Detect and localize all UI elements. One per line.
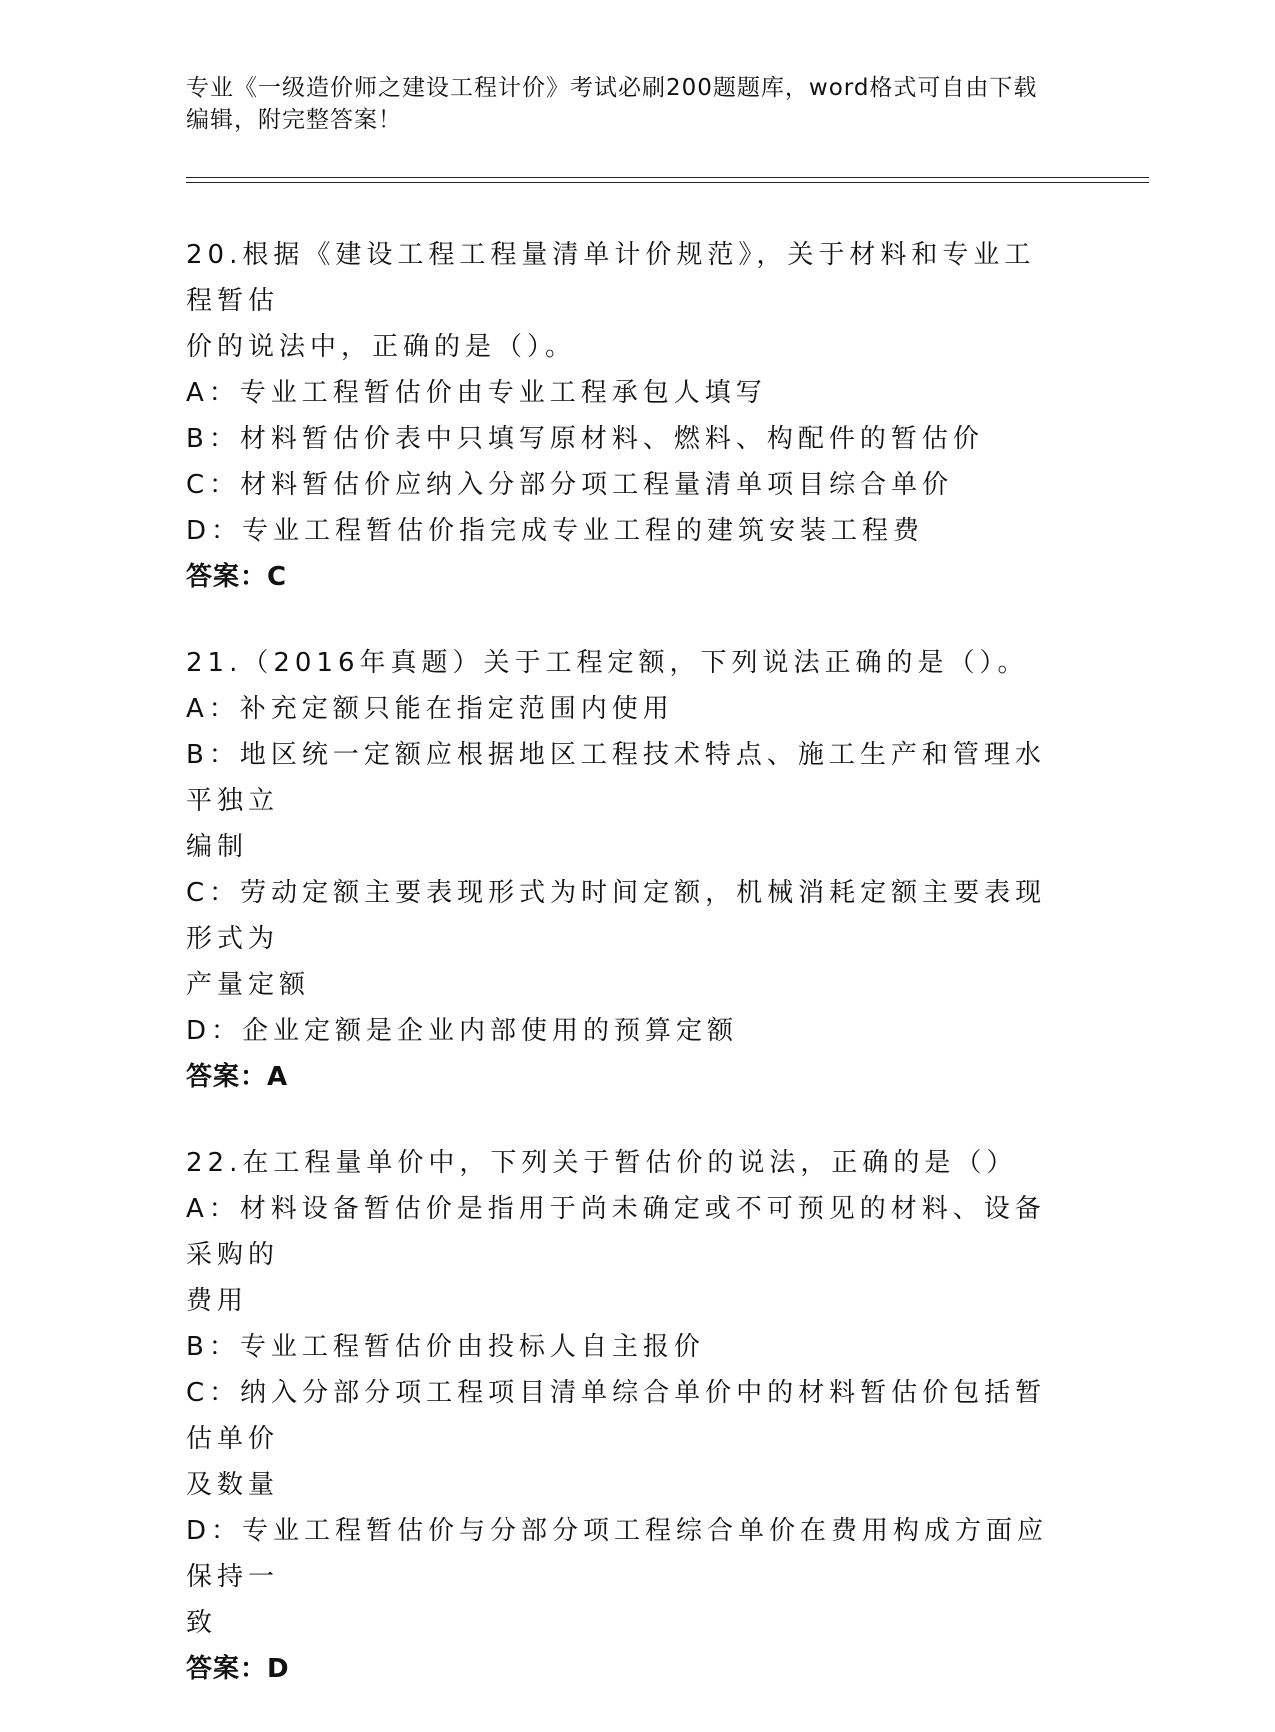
option-d: D：专业工程暂估价与分部分项工程综合单价在费用构成方面应保持一: [186, 1516, 1049, 1592]
option-a: A：材料设备暂估价是指用于尚未确定或不可预见的材料、设备采购的: [186, 1194, 1046, 1270]
answer-label: 答案：A: [186, 1062, 289, 1092]
question-stem: 价的说法中，正确的是（）。: [186, 332, 577, 362]
option-c-continued: 及数量: [186, 1470, 280, 1500]
question-stem: 20.根据《建设工程工程量清单计价规范》，关于材料和专业工程暂估: [186, 240, 1036, 316]
option-a: A：专业工程暂估价由专业工程承包人填写: [186, 378, 767, 408]
option-d: D：企业定额是企业内部使用的预算定额: [186, 1016, 739, 1046]
option-b: B：地区统一定额应根据地区工程技术特点、施工生产和管理水平独立: [186, 740, 1046, 816]
answer-label: 答案：D: [186, 1654, 290, 1684]
option-a: A：补充定额只能在指定范围内使用: [186, 694, 674, 724]
question-20: [186, 232, 1066, 600]
option-d: D：专业工程暂估价指完成专业工程的建筑安装工程费: [186, 516, 925, 546]
header-divider-top: [186, 177, 1149, 178]
header-divider-bottom: [186, 182, 1149, 183]
question-list: [186, 232, 1066, 1732]
option-a-continued: 费用: [186, 1286, 249, 1316]
question-21: [186, 640, 1066, 1100]
question-stem: 22.在工程量单价中，下列关于暂估价的说法，正确的是（）: [186, 1148, 1018, 1178]
option-c: C：材料暂估价应纳入分部分项工程量清单项目综合单价: [186, 470, 954, 500]
question-22: [186, 1140, 1066, 1692]
header-title-line-2: 编辑，附完整答案！: [186, 107, 402, 133]
document-header: [186, 72, 1086, 136]
answer-label: 答案：C: [186, 562, 288, 592]
option-c-continued: 产量定额: [186, 970, 311, 1000]
option-b-continued: 编制: [186, 832, 249, 862]
option-c: C：劳动定额主要表现形式为时间定额，机械消耗定额主要表现形式为: [186, 878, 1047, 954]
option-c: C：纳入分部分项工程项目清单综合单价中的材料暂估价包括暂估单价: [186, 1378, 1047, 1454]
option-b: B：专业工程暂估价由投标人自主报价: [186, 1332, 705, 1362]
header-title-line-1: 专业《一级造价师之建设工程计价》考试必刷200题题库，word格式可自由下载: [186, 75, 1038, 101]
option-b: B：材料暂估价表中只填写原材料、燃料、构配件的暂估价: [186, 424, 984, 454]
option-d-continued: 致: [186, 1608, 218, 1638]
question-stem: 21.（2016年真题）关于工程定额，下列说法正确的是（）。: [186, 648, 1029, 678]
